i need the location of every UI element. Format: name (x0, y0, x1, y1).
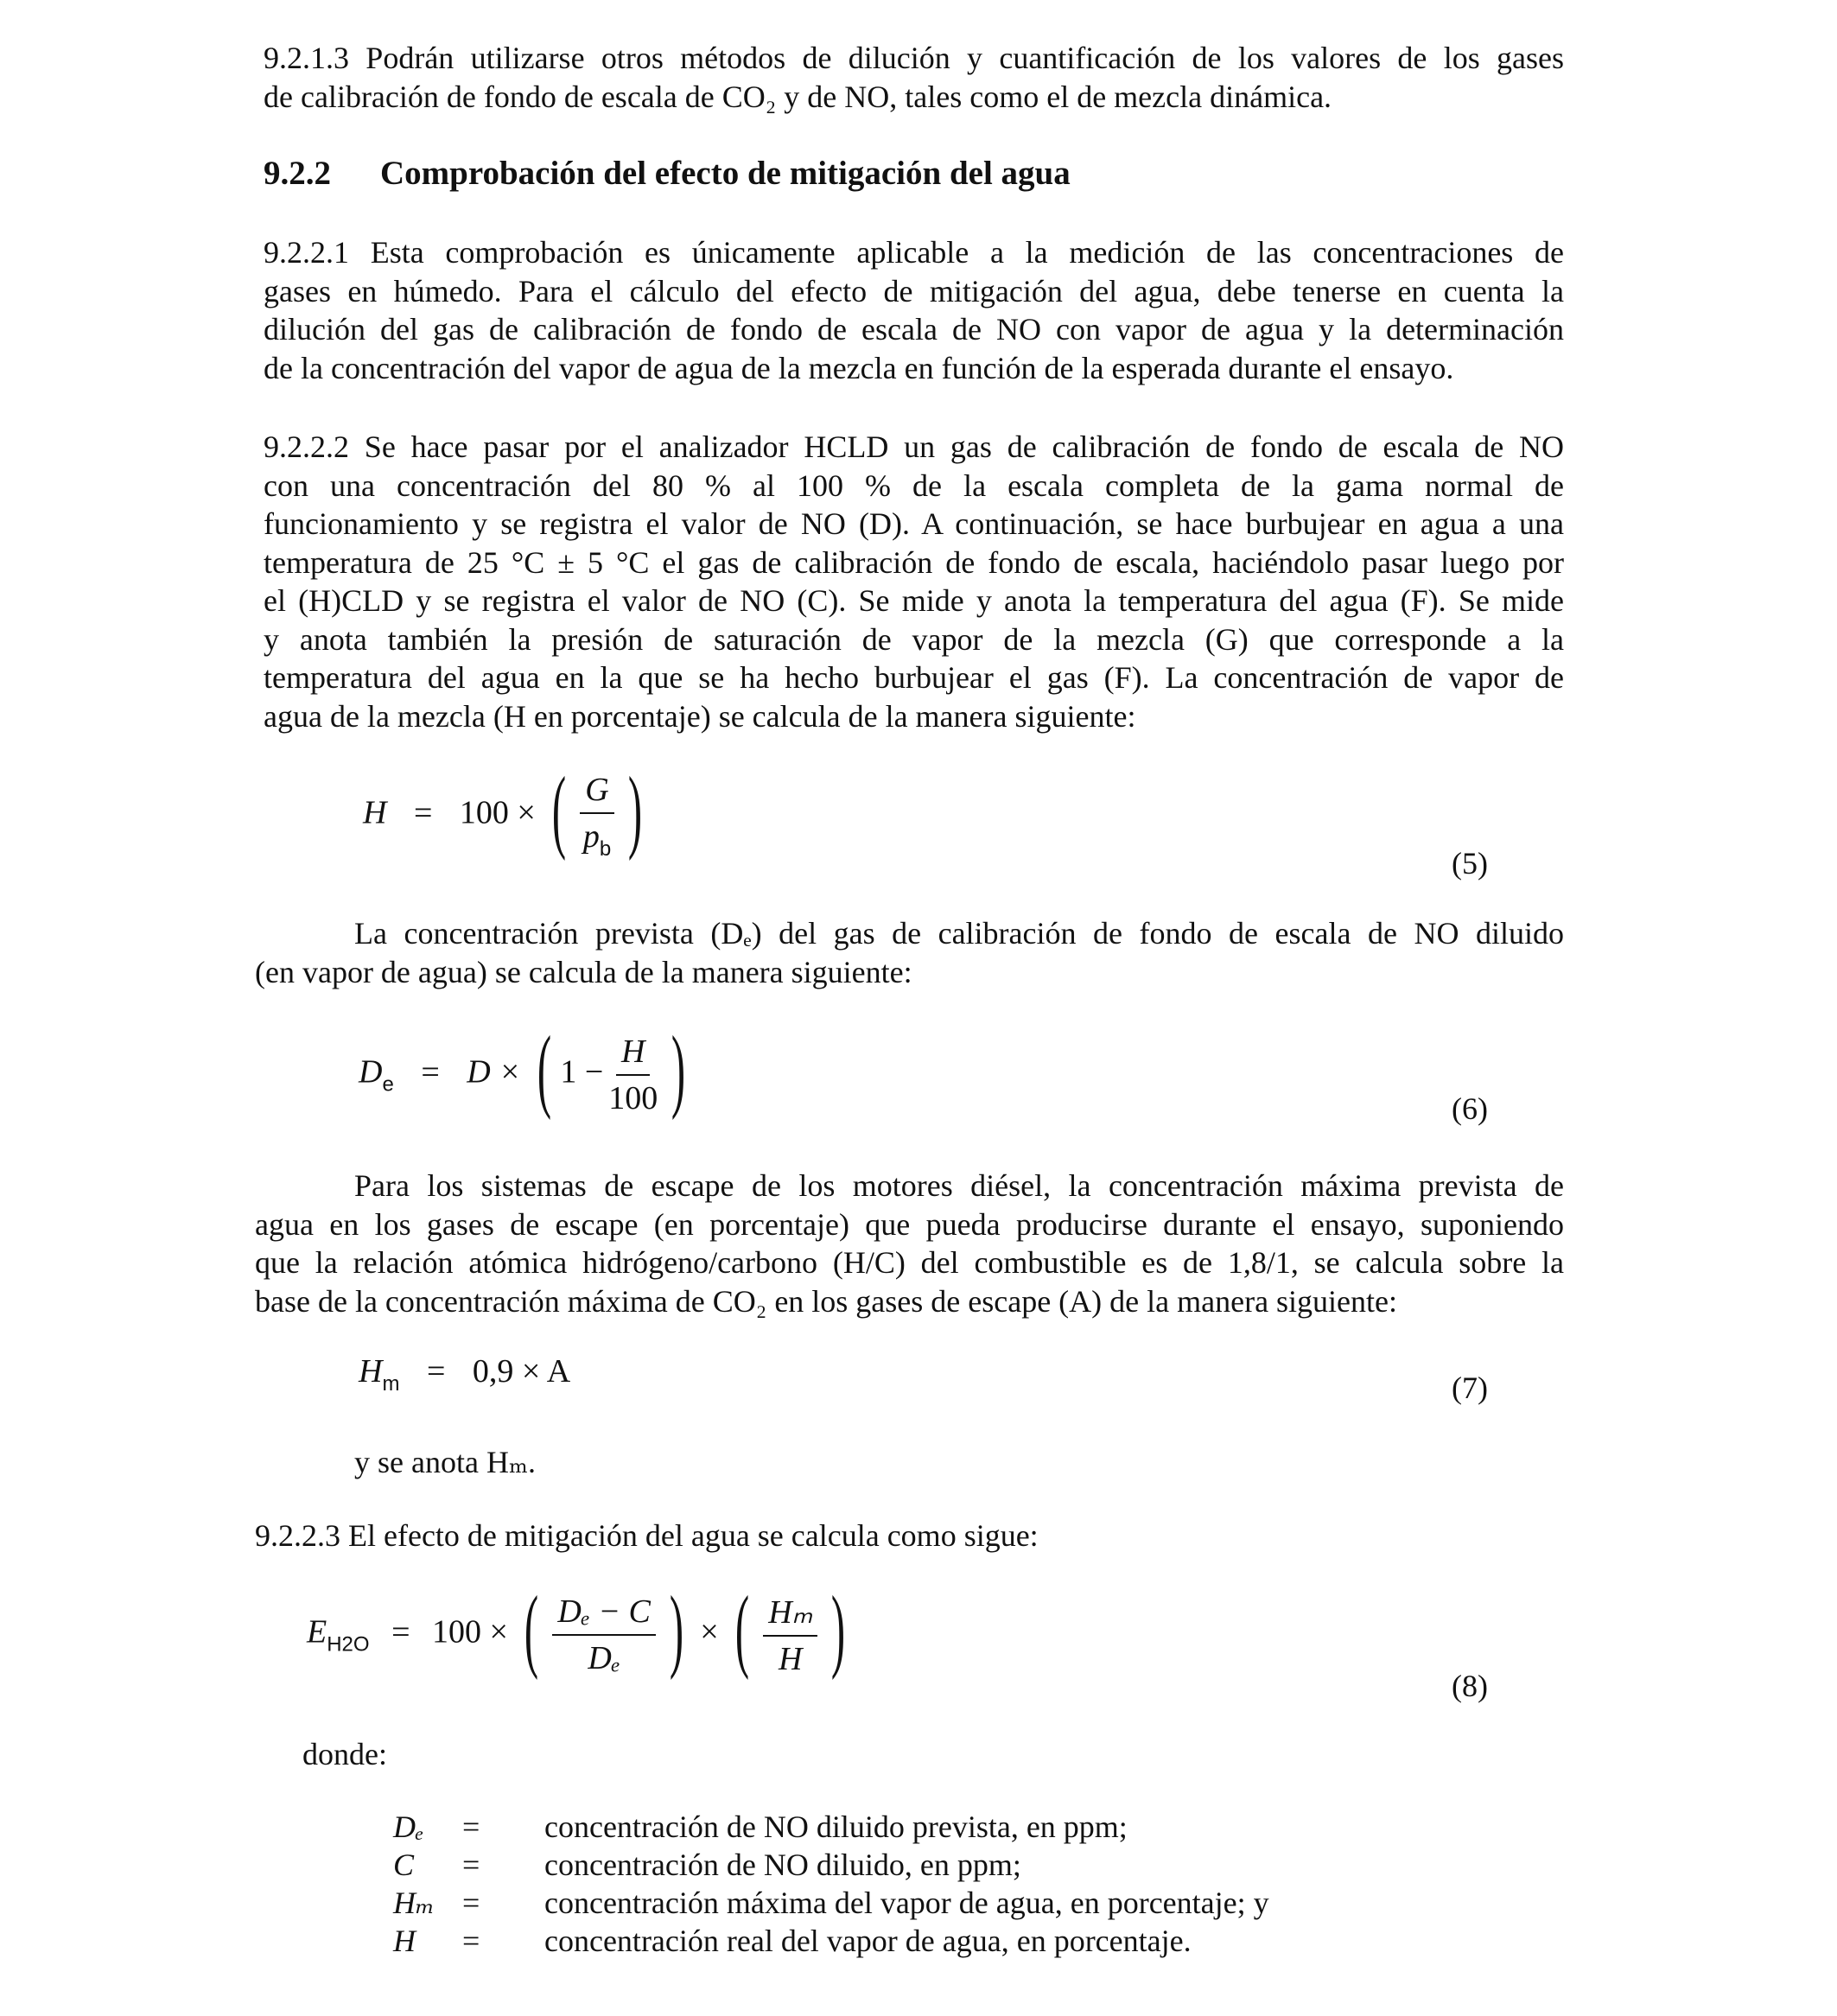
text-line: y se anota Hₘ. (354, 1445, 537, 1479)
denominator (583, 814, 611, 862)
denominator: 100 (608, 1080, 658, 1116)
lhs-subscript: e (382, 1072, 394, 1097)
fraction (580, 771, 613, 862)
def-eq: = (462, 1847, 480, 1882)
def-eq: = (462, 1809, 480, 1844)
eq-sign: = (421, 1053, 440, 1091)
denominator: H (779, 1640, 803, 1677)
text-line: 9.2.1.3 Podrán utilizarse otros métodos de dilución y cuantificación de los valores de los gases (264, 41, 1564, 75)
right-paren: ) (669, 1578, 683, 1681)
def-symbol: Dₑ (393, 1809, 424, 1844)
den-var: p (582, 817, 600, 855)
text-line: y anota también la presión de saturación de vapor de la mezcla (G) que corresponde a la (264, 621, 1564, 657)
text-line: 9.2.2.1 Esta comprobación es únicamente aplicable a la medición de las concentraciones de (264, 235, 1564, 270)
text-line: agua de la mezcla (H en porcentaje) se calcula de la manera siguiente: (264, 698, 1136, 734)
note-hm (354, 1443, 873, 1482)
eq-rhs: 0,9 × A (472, 1353, 571, 1390)
paragraph-diesel (255, 1167, 1564, 1320)
numerator: Hₘ (763, 1593, 817, 1637)
right-paren: ) (627, 759, 642, 862)
paragraph-9-2-2-1 (264, 233, 1564, 387)
text-line: gases en húmedo. Para el cálculo del efecto de mitigación del agua, debe tenerse en cuenta la (264, 273, 1564, 308)
text-line: con una concentración del 80 % al 100 % de la escala completa de la gama normal de (264, 467, 1564, 503)
text-line: base de la concentración máxima de CO₂ en los gases de escape (A) de la manera siguiente: (255, 1283, 1398, 1319)
text-line: 9.2.2.3 El efecto de mitigación del agua se calcula como sigue: (255, 1518, 1039, 1553)
text-line: dilución del gas de calibración de fondo de escala de NO con vapor de agua y la determinación (264, 312, 1564, 347)
text-line: temperatura de 25 °C ± 5 °C el gas de calibración de fondo de escala, haciéndolo pasar luego por (264, 544, 1564, 580)
paragraph-9-2-2-3 (255, 1517, 1555, 1555)
fraction (608, 1033, 658, 1117)
section-heading (264, 154, 1071, 193)
definition-row (393, 1922, 1269, 1960)
def-symbol: C (393, 1847, 415, 1882)
equation-7 (359, 1352, 570, 1396)
right-paren: ) (831, 1578, 846, 1681)
eq-lhs: H (359, 1353, 383, 1390)
section-number: 9.2.2 (264, 155, 331, 192)
lhs-subscript: H2O (327, 1632, 370, 1657)
equation-8 (307, 1578, 854, 1682)
def-text: concentración máxima del vapor de agua, en porcentaje; y (544, 1886, 1269, 1920)
eq-one: 1 − (560, 1053, 604, 1091)
den-subscript: b (599, 836, 612, 861)
numerator: H (616, 1033, 650, 1076)
eq-coefficient: 100 × (432, 1613, 508, 1650)
eq-lhs: H (363, 794, 387, 831)
def-symbol: Hₘ (393, 1886, 435, 1920)
eq-sign: = (413, 794, 433, 831)
equation-number: (6) (1452, 1091, 1488, 1126)
equation-number: (7) (1452, 1370, 1488, 1405)
def-eq: = (462, 1886, 480, 1920)
definition-row (393, 1884, 1269, 1922)
denominator: Dₑ (588, 1640, 620, 1676)
numerator: G (580, 771, 613, 814)
section-title: Comprobación del efecto de mitigación del agua (380, 155, 1071, 192)
paragraph-9-2-2-2 (264, 428, 1564, 735)
fraction (763, 1593, 817, 1678)
text-line: que la relación atómica hidrógeno/carbono (H/C) del combustible es de 1,8/1, se calcula sobre la (255, 1245, 1564, 1280)
text-line: de calibración de fondo de escala de CO₂ y de NO, tales como el de mezcla dinámica. (264, 79, 1332, 114)
text-line: de la concentración del vapor de agua de la mezcla en función de la esperada durante el ensayo. (264, 350, 1454, 385)
text-line: el (H)CLD y se registra el valor de NO (C). Se mide y anota la temperatura del agua (F). Se mide (264, 583, 1564, 618)
text-line: La concentración prevista (Dₑ) del gas de calibración de fondo de escala de NO diluido (354, 916, 1564, 951)
def-text: concentración real del vapor de agua, en porcentaje. (544, 1924, 1192, 1958)
lhs-subscript: m (382, 1372, 400, 1396)
paragraph-de (255, 914, 1564, 991)
eq-sign: = (391, 1613, 410, 1650)
eq-sign: = (426, 1353, 446, 1390)
eq-coefficient: 100 × (459, 794, 536, 831)
left-paren: ( (552, 759, 567, 862)
definition-row (393, 1846, 1269, 1884)
def-text: concentración de NO diluido prevista, en ppm; (544, 1809, 1128, 1844)
numerator: Dₑ − C (552, 1593, 655, 1636)
left-paren: ( (735, 1578, 750, 1681)
text-line: (en vapor de agua) se calcula de la manera siguiente: (255, 954, 912, 989)
text-line: 9.2.2.2 Se hace pasar por el analizador HCLD un gas de calibración de fondo de escala de NO (264, 429, 1564, 464)
def-symbol: H (393, 1924, 416, 1958)
text-line: Para los sistemas de escape de los motores diésel, la concentración máxima prevista de (354, 1168, 1564, 1203)
text-line: agua en los gases de escape (en porcentaje) que pueda producirse durante el ensayo, suponiendo (255, 1206, 1564, 1242)
equation-number: (8) (1452, 1669, 1488, 1703)
def-text: concentración de NO diluido, en ppm; (544, 1847, 1021, 1882)
left-paren: ( (537, 1018, 552, 1121)
right-paren: ) (671, 1018, 686, 1121)
paragraph-9-2-1-3 (264, 39, 1564, 116)
text-line: funcionamiento y se registra el valor de NO (D). A continuación, se hace burbujear en agua a una (264, 506, 1564, 541)
equation-5 (363, 759, 651, 862)
eq-lhs: E (307, 1613, 327, 1650)
text-line: donde: (302, 1737, 387, 1771)
def-eq: = (462, 1924, 480, 1958)
equation-number: (5) (1452, 846, 1488, 881)
fraction (552, 1593, 655, 1677)
left-paren: ( (524, 1578, 539, 1681)
text-line: temperatura del agua en la que se ha hecho burbujear el gas (F). La concentración de vapor de (264, 660, 1564, 695)
times-sign: × (700, 1613, 719, 1650)
eq-lhs: D (359, 1053, 383, 1091)
donde-label (302, 1735, 562, 1774)
eq-rhs: D × (467, 1053, 530, 1091)
definition-row (393, 1808, 1269, 1846)
definitions-list (393, 1808, 1269, 1960)
equation-6 (359, 1018, 694, 1122)
